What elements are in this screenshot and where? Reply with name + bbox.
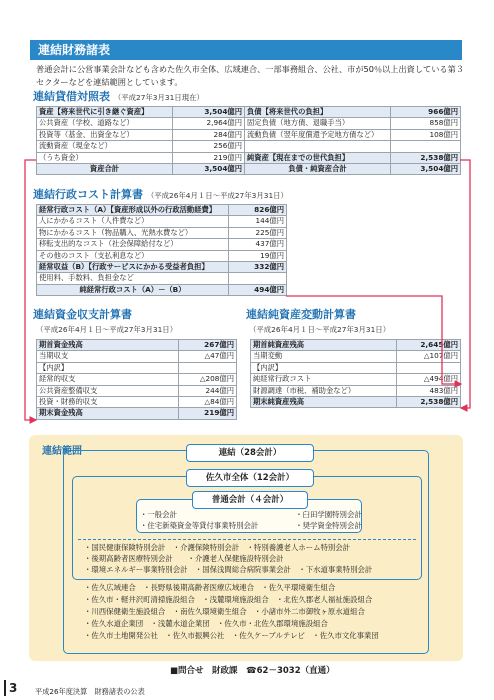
enterprise-accounts-line-2: ・後期高齢者医療特別会計 ・介護老人保健施設特別会計: [84, 554, 284, 563]
cell: 【内訳】: [251, 362, 397, 373]
balance-title-text: 連結貸借対照表: [33, 90, 110, 103]
cell: 流動資産（現金など）: [37, 141, 173, 152]
cell: 人にかかるコスト（人件費など）: [37, 216, 229, 227]
cell: 期末資金残高: [37, 408, 179, 419]
net-assets-link-arrow: [460, 160, 470, 408]
cash-date: （平成26年4月１日〜平成27年3月31日）: [36, 325, 178, 334]
cell: 財源調達（市税、補助金など）: [251, 385, 397, 396]
cell: 219億円: [179, 408, 237, 419]
net-assets-header: 純資産【現在までの世代負担】: [245, 152, 391, 163]
cell: 流動負債（翌年度償還予定地方債など）: [245, 129, 391, 140]
cost-title-text: 連結行政コスト計算書: [33, 188, 143, 201]
liabilities-header: 負債【将来世代の負担】: [245, 107, 391, 118]
scope-level-city: 佐久市全体（12会計）: [186, 469, 314, 487]
cell: 3,504億円: [173, 164, 245, 175]
assets-value: 3,504億円: [173, 107, 245, 118]
other-entities-line-4: ・佐久水道企業団 ・浅麓水道企業団 ・佐久市・北佐久郡環境施設組合: [84, 619, 328, 628]
other-entities-line-5: ・佐久市土地開発公社 ・佐久市振興公社 ・佐久ケーブルテレビ ・佐久市文化事業団: [84, 631, 379, 640]
cell: 期末純資産残高: [251, 397, 397, 408]
cell: 経常行政コスト（A）【資産形成以外の行政活動経費】: [37, 205, 229, 216]
other-entities-line-2: ・佐久市・軽井沢町清掃施設組合 ・浅麓環境施設組合 ・北佐久郡老人福祉施設組合: [84, 595, 373, 604]
net-asset-date: （平成26年4月１日〜平成27年3月31日）: [249, 325, 391, 334]
cell: 期首純資産残高: [251, 340, 397, 351]
cell: 当期変動: [251, 351, 397, 362]
cell: 219億円: [173, 152, 245, 163]
cell: 2,645億円: [397, 340, 461, 351]
general-accounts-line-1: ・一般会計 ・臼田学園特別会計: [140, 510, 362, 519]
enterprise-accounts-line-3: ・環境エネルギー事業特別会計 ・国保浅間総合病院事業会計 ・下水道事業特別会計: [84, 565, 373, 574]
cost-link-arrow: [286, 296, 461, 384]
general-accounts-line-2: ・住宅新築資金等貸付事業特別会計 ・奨学資金特別会計: [140, 521, 362, 530]
cell: 225億円: [229, 227, 287, 238]
cell: 437億円: [229, 239, 287, 250]
divider: [78, 539, 416, 540]
cell: 物にかかるコスト（物品購入、光熱水費など）: [37, 227, 229, 238]
balance-date: （平成27年3月31日現在）: [113, 93, 204, 102]
cell: 【内訳】: [37, 362, 179, 373]
footer-text: 平成26年度決算 財務諸表の公表: [35, 687, 145, 696]
scope-level-general: 普通会計（４会計）: [192, 491, 308, 509]
cell: 経常的収支: [37, 374, 179, 385]
net-asset-statement-title: 連結純資産変動計算書: [246, 308, 356, 321]
cell: 負債・純資産合計: [245, 164, 391, 175]
scope-level-consolidated: 連結（28会計）: [186, 444, 314, 462]
cost-date: （平成26年4月１日〜平成27年3月31日）: [146, 191, 288, 200]
cell: 284億円: [173, 129, 245, 140]
cell: 483億円: [397, 385, 461, 396]
cell: 移転支出的なコスト（社会保障給付など）: [37, 239, 229, 250]
cell: 267億円: [179, 340, 237, 351]
cell: 826億円: [229, 205, 287, 216]
cash-link-arrow: [25, 160, 36, 420]
cell: 公共資産整備収支: [37, 385, 179, 396]
page-number: 3: [9, 681, 18, 695]
cell: 純経常行政コスト: [251, 374, 397, 385]
net-assets-value: 2,538億円: [391, 152, 461, 163]
cash-statement-title: 連結資金収支計算書: [33, 308, 132, 321]
cell: 公共資産（学校、道路など）: [37, 118, 173, 129]
cell: 244億円: [179, 385, 237, 396]
cell: （うち資金）: [37, 152, 173, 163]
page-title: 連結財務諸表: [38, 43, 111, 57]
cell: 純経常行政コスト（A）－（B）: [37, 284, 229, 295]
cell: 3,504億円: [391, 164, 461, 175]
intro-paragraph: 普通会計に公営事業会計なども含めた佐久市全体、広域連合、一部事務組合、公社、市が50％以上出資している第３セクターなどを連結範囲としています。: [36, 64, 464, 87]
cell: 2,538億円: [397, 397, 461, 408]
cell: △208億円: [179, 374, 237, 385]
cell: 19億円: [229, 250, 287, 261]
contact-info: ■問合せ 財政課 ☎62－3032（直通）: [170, 666, 335, 676]
cell: 固定負債（地方債、退職手当）: [245, 118, 391, 129]
cell: 資産合計: [37, 164, 173, 175]
cell: 当期収支: [37, 351, 179, 362]
cell: 使用料、手数料、負担金など: [37, 273, 229, 284]
cell: 494億円: [229, 284, 287, 295]
enterprise-accounts-line-1: ・国民健康保険特別会計 ・介護保険特別会計 ・特別養護老人ホーム特別会計: [84, 543, 351, 552]
scope-title: 連結範囲: [42, 446, 82, 457]
cell: 108億円: [391, 129, 461, 140]
cell: その他のコスト（支払利息など）: [37, 250, 229, 261]
cell: 期首資金残高: [37, 340, 179, 351]
cell: 256億円: [173, 141, 245, 152]
cell: 144億円: [229, 216, 287, 227]
other-entities-line-3: ・川西保健衛生施設組合 ・南佐久環境衛生組合 ・小諸市外二市御牧ヶ原水道組合: [84, 607, 365, 616]
cell: 2,964億円: [173, 118, 245, 129]
cell: 投資・財務的収支: [37, 397, 179, 408]
other-entities-line-1: ・佐久広域連合 ・長野県後期高齢者医療広域連合 ・佐久平環境衛生組合: [84, 583, 336, 592]
cell: △494億円: [397, 374, 461, 385]
cell: 投資等（基金、出資金など）: [37, 129, 173, 140]
cell: △84億円: [179, 397, 237, 408]
footer-bar: [4, 680, 6, 696]
cell: 332億円: [229, 262, 287, 273]
cell: 経常収益（B）【行政サービスにかかる受益者負担】: [37, 262, 229, 273]
assets-header: 資産【将来世代に引き継ぐ資産】: [37, 107, 173, 118]
cell: △107億円: [397, 351, 461, 362]
cell: 858億円: [391, 118, 461, 129]
cell: △47億円: [179, 351, 237, 362]
liabilities-value: 966億円: [391, 107, 461, 118]
